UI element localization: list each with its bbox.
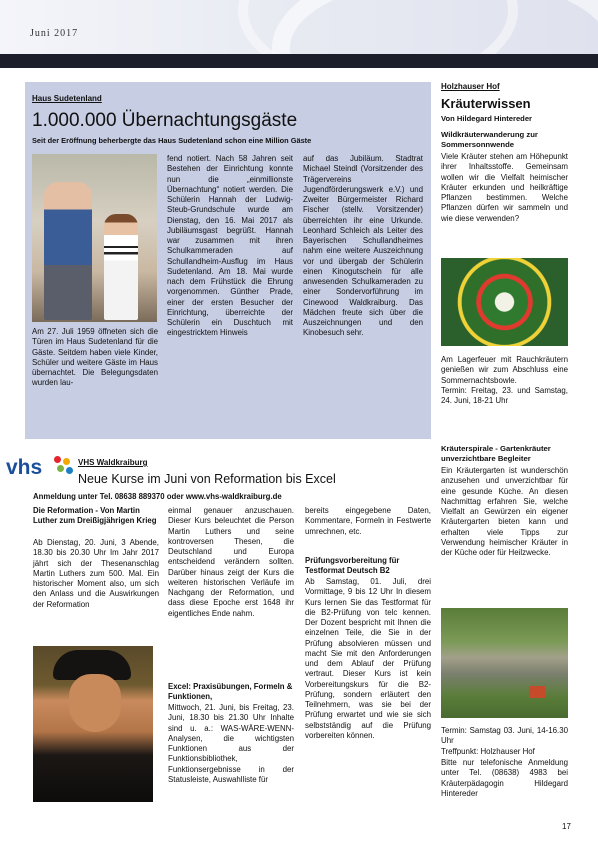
article1-kicker: Haus Sudetenland bbox=[32, 94, 102, 103]
course-excel-heading: Excel: Praxisübungen, Formeln & Funktionen, bbox=[168, 682, 293, 701]
course-excel-text-cont: bereits eingegebene Daten, Kommentare, Formeln in Festwerte umrechnen, etc. bbox=[305, 506, 431, 536]
course-deutsch-b2-heading: Prüfungsvorbereitung für Testformat Deutsch B2 bbox=[305, 556, 400, 575]
vhs-logo: vhs bbox=[6, 456, 43, 479]
article2-text2: Am Lagerfeuer mit Rauchkräutern genießen wir zum Abschluss eine Sommernachtsbowle. bbox=[441, 355, 568, 385]
article3-kicker: VHS Waldkraiburg bbox=[78, 458, 148, 467]
page-header bbox=[0, 0, 598, 54]
garden-sign bbox=[529, 686, 545, 698]
course-deutsch-b2-text: Ab Samstag, 01. Juli, drei Vormittage, 9 bis 12 Uhr In diesem Kurs lernen Sie das Testformat für die B2-Prüfung von telc kennen. Der Dozent bespricht mit Ihnen die einzelnen Teile, die Sie in der Prüfung absolvieren müssen und macht Sie mit den Anforderungen und dem Ablauf der Prüfung vertraut. Dieser Kurs ist kein Vorbereitungskurs für die B2-Prüfung, sondern erläutert den Teilnehmern, was sie bei der Prüfung erwartet und wie sie sich selbstständig auf die Prüfung vorbereiten können. bbox=[305, 577, 431, 740]
article2-text4: Ein Kräutergarten ist wunderschön anzusehen und unverzichtbar für eine gesunde Küche. An diesen Nachmittag erfahren Sie, welche Vielfalt an Gewürzen ein eigener Kräutergarten bieten kann und erhalten viele Tipps zur Verwendung heimischer Kräuter in der Küche oder für Heilzwecke. bbox=[441, 466, 568, 557]
header-band bbox=[0, 54, 598, 68]
photo-herb-wreath bbox=[441, 258, 568, 346]
article2-text7: Bitte nur telefonische Anmeldung unter Tel. (08638) 4983 bei Kräuterpädagogin Hildegard Hintereder bbox=[441, 758, 568, 798]
article2-text5: Termin: Samstag 03. Juni, 14-16.30 Uhr bbox=[441, 726, 568, 746]
logo-dot bbox=[63, 458, 70, 465]
article1-col1: Am 27. Juli 1959 öffneten sich die Türen im Haus Sudetenland für die Gäste. Seitdem haben viele Kinder, Schüler und weitere Gäste im Haus übernachtet. Die Belegungsdaten wurden lau- bbox=[32, 327, 158, 388]
article1-title: 1.000.000 Übernachtungsgäste bbox=[32, 110, 298, 131]
photo-herb-spiral bbox=[441, 608, 568, 718]
article2-text6: Treffpunkt: Holzhauser Hof bbox=[441, 747, 535, 756]
portrait-face bbox=[69, 674, 121, 732]
course-reformation-text-cont: einmal genauer anzuschauen. Dieser Kurs beleuchtet die Person Martin Luthers und seine kontroversen Thesen, die Deutschland und Europa entscheidend verändern sollten. Darüber hinaus zeigt der Kurs die weiteren historischen Verläufe im Nachgang der Reformation, und dass diese Epoche erst 1648 ihr eigentliches Ende nahm. bbox=[168, 506, 294, 618]
photo-figure bbox=[104, 214, 138, 320]
article1-col3: auf das Jubiläum. Stadtrat Michael Steindl (Vorsitzender des Trägervereins Jugendförderungswerk e.V.) und Zweiter Bürgermeister Richard Fischer (stellv. Vorsitzender) überreichten ihr eine Urkunde. Leonhard Schleich als Leiter des Bayerischen Schullandheimes nahm eine weitere Auszeichnung vor und übergab der Schülerin einen Kinogutschein für alle anwesenden Schulkameraden zu einer Sondervorführung im Cinewood Waldkraiburg. Das Mädchen freute sich über die Auszeichnungen und den Kinobesuch sehr. bbox=[303, 154, 423, 338]
article1-col2: fend notiert. Nach 58 Jahren seit Bestehen der Einrichtung konnte nun die „einmillionste Übernachtung“ notiert werden. Die Schülerin Hannah der Ludwig-Steub-Grundschule wurde am Dienstag, den 16. Mai 2017 als Jubiläumsgast begrüßt. Hannah war zusammen mit ihren Schulkammeraden auf Schullandheim-Ausflug im Haus Sudetenland. Am 18. Mai wurde nach dem Frühstück die Ehrung vorgenommen. Günther Prade, einer der ersten Besucher der Einrichtung, überreichte der Schülerin ein Duschtuch mit eingestricktem Hinweis bbox=[167, 154, 293, 338]
logo-dot bbox=[57, 465, 64, 472]
course-excel-text: Mittwoch, 21. Juni, bis Freitag, 23. Juni, 18.30 bis 21.30 Uhr Inhalte sind u. a.: WAS-WÄRE-WENN-Analysen, die wichtigsten Funktionen aus der Funktionsbibliothek, Funktionsergebnisse in der Statusleiste, Auswahlliste für bbox=[168, 703, 294, 784]
portrait-martin-luther bbox=[33, 646, 153, 802]
issue-date: Juni 2017 bbox=[30, 28, 79, 39]
page-number: 17 bbox=[562, 822, 571, 831]
article3-title: Neue Kurse im Juni von Reformation bis Excel bbox=[78, 472, 336, 486]
article3-registration: Anmeldung unter Tel. 08638 889370 oder www.vhs-waldkraiburg.de bbox=[33, 492, 282, 501]
article2-text3: Termin: Freitag, 23. und Samstag, 24. Juni, 18-21 Uhr bbox=[441, 386, 568, 406]
article2-text1: Viele Kräuter stehen am Höhepunkt ihrer Inhaltsstoffe. Gemeinsam wollen wir die Vielfalt heimischer Kräuter erkunden und heilkräftige Pflanzen bestimmen. Welche Pflanzen dürfen wir sammeln und wie diese verwenden? bbox=[441, 152, 568, 223]
photo-figure bbox=[44, 182, 92, 320]
logo-dot bbox=[54, 456, 61, 463]
article2-title: Kräuterwissen bbox=[441, 96, 531, 111]
course-reformation-text: Ab Dienstag, 20. Juni, 3 Abende, 18.30 bis 20.30 Uhr Im Jahr 2017 jährt sich der Thesenanschlag Martin Luthers zum 500. Mal. Ein historischer Moment also, um sich den Anlass und die Auswirkungen der Reformation bbox=[33, 538, 159, 609]
article1-lead: Seit der Eröffnung beherbergte das Haus Sudetenland schon eine Million Gäste bbox=[32, 136, 312, 145]
article2-byline: Von Hildegard Hintereder bbox=[441, 114, 532, 123]
article2-heading2: Kräuterspirale - Gartenkräuter unverzichtbare Begleiter bbox=[441, 444, 551, 463]
article2-heading1: Wildkräuterwanderung zur Sommersonnwende bbox=[441, 130, 538, 149]
logo-dot bbox=[66, 467, 73, 474]
article2-kicker: Holzhauser Hof bbox=[441, 82, 500, 91]
photo-jubilee-guest bbox=[32, 154, 157, 322]
course-reformation-heading: Die Reformation - Von Martin Luther zum Dreißigjährigen Krieg bbox=[33, 506, 157, 525]
header-decoration bbox=[238, 0, 518, 54]
